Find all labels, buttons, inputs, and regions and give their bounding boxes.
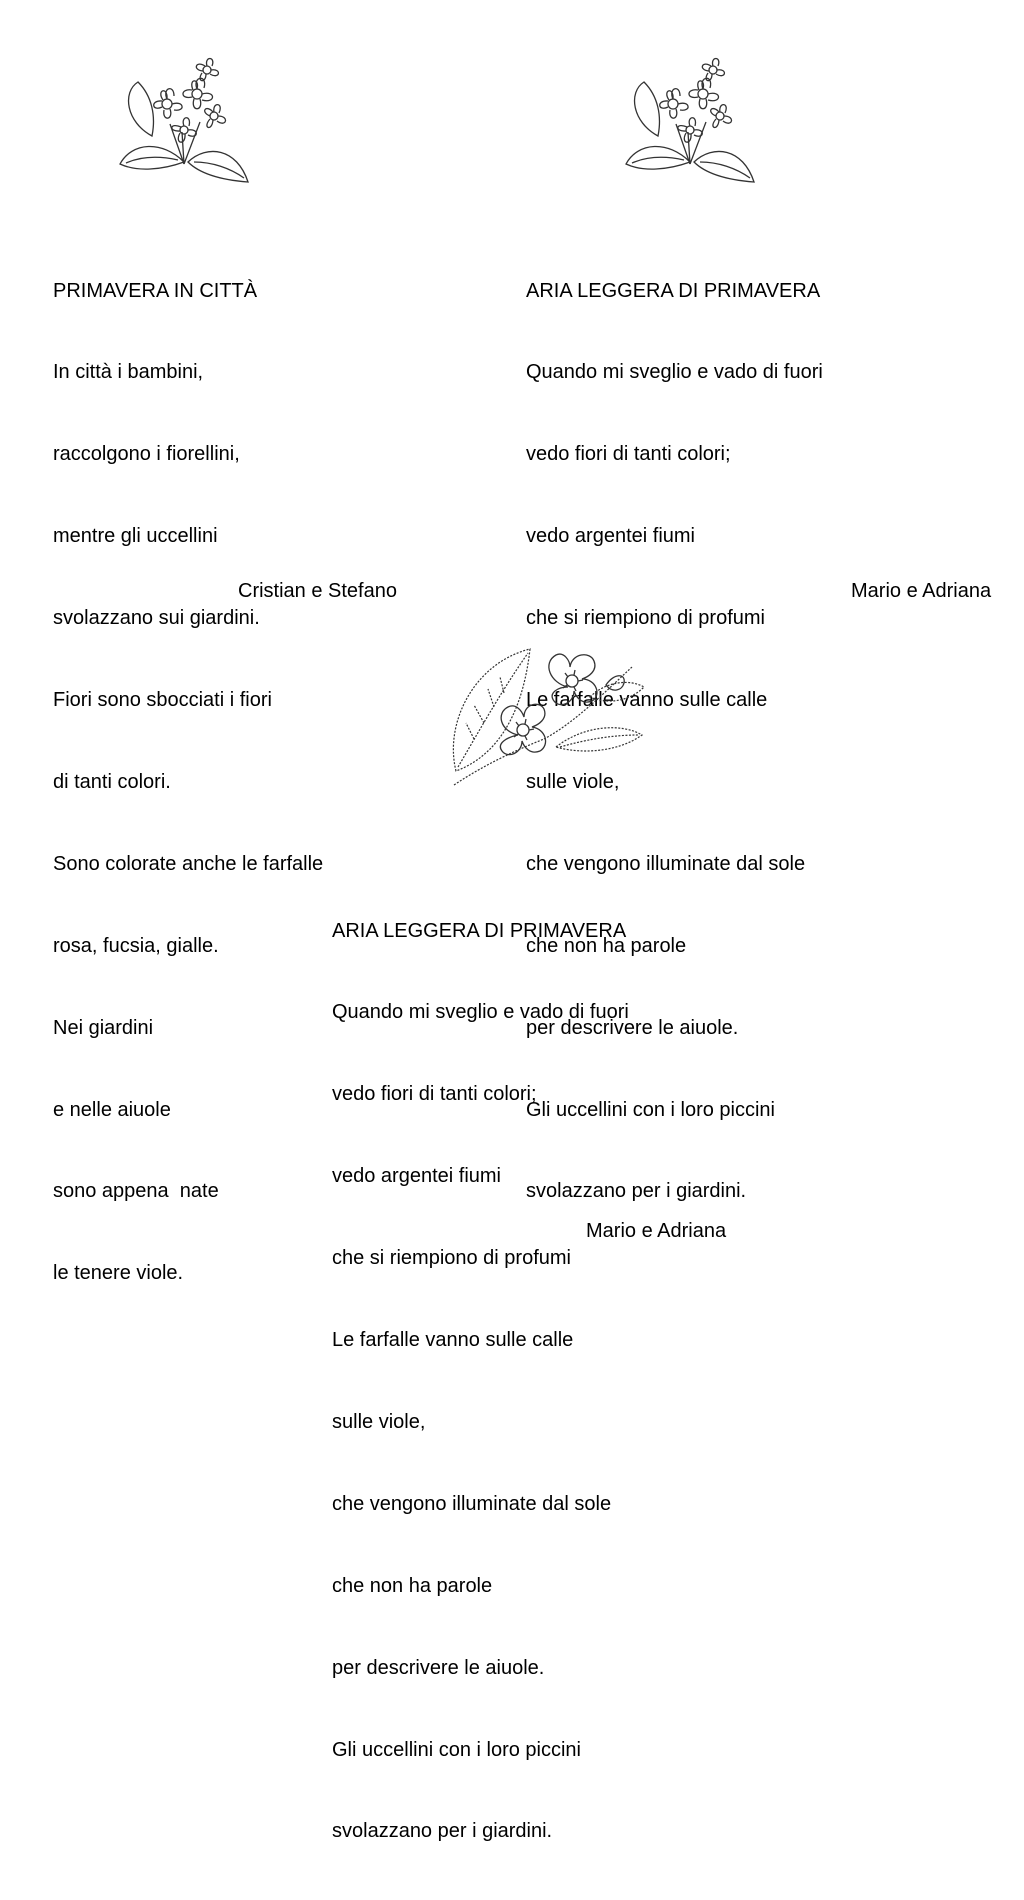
poem-line: che si riempiono di profumi: [526, 607, 765, 630]
violet-flower-icon: [618, 52, 763, 192]
poem-title: ARIA LEGGERA DI PRIMAVERA: [526, 279, 821, 302]
poem-line: che non ha parole: [332, 1574, 493, 1597]
poem-authors: Mario e Adriana: [851, 580, 992, 602]
violet-flower-illustration-right: [618, 52, 763, 192]
poem-line: che vengono illuminate dal sole: [526, 852, 806, 875]
poem-line: le tenere viole.: [53, 1262, 184, 1285]
violet-flower-illustration-left: [112, 52, 257, 192]
poem-line: che non ha parole: [526, 934, 687, 957]
poem-line: Quando mi sveglio e vado di fuori: [332, 1001, 629, 1024]
poem-line: che si riempiono di profumi: [332, 1247, 571, 1270]
poem-line: vedo fiori di tanti colori;: [526, 443, 731, 466]
poem-line: svolazzano per i giardini.: [526, 1180, 747, 1203]
poem-primavera-in-citta: [53, 223, 323, 1342]
poem-line: Quando mi sveglio e vado di fuori: [526, 361, 823, 384]
poem-line: In città i bambini,: [53, 361, 204, 384]
poem-line: e nelle aiuole: [53, 1098, 171, 1121]
poem-line: sono appena nate: [53, 1180, 219, 1203]
poem-line: vedo argentei fiumi: [526, 525, 695, 548]
poem-authors: Cristian e Stefano: [238, 580, 397, 602]
poem-line: di tanti colori.: [53, 770, 171, 793]
poem-line: Gli uccellini con i loro piccini: [332, 1738, 581, 1761]
poem-line: Fiori sono sbocciati i fiori: [53, 689, 272, 712]
poem-line: Nei giardini: [53, 1016, 154, 1039]
poem-line: sulle viole,: [526, 770, 620, 793]
poem-line: che vengono illuminate dal sole: [332, 1492, 612, 1515]
poem-line: svolazzano sui giardini.: [53, 607, 260, 630]
poem-line: svolazzano per i giardini.: [332, 1820, 553, 1843]
poem-line: Gli uccellini con i loro piccini: [526, 1098, 775, 1121]
poem-line: Le farfalle vanno sulle calle: [332, 1329, 574, 1352]
poem-line: Le farfalle vanno sulle calle: [526, 689, 768, 712]
poem-line: vedo fiori di tanti colori;: [332, 1083, 537, 1106]
poem-line: sulle viole,: [332, 1410, 426, 1433]
poem-line: vedo argentei fiumi: [332, 1165, 501, 1188]
violet-flower-icon: [112, 52, 257, 192]
poem-line: per descrivere le aiuole.: [526, 1016, 739, 1039]
poem-line: mentre gli uccellini: [53, 525, 218, 548]
poem-line: rosa, fucsia, gialle.: [53, 934, 219, 957]
poem-authors: Mario e Adriana: [586, 1220, 727, 1242]
poem-line: per descrivere le aiuole.: [332, 1656, 545, 1679]
blossom-branch-icon: [444, 643, 649, 793]
poem-line: Sono colorate anche le farfalle: [53, 852, 324, 875]
poem-line: raccolgono i fiorellini,: [53, 443, 240, 466]
poem-aria-leggera-2: [332, 863, 629, 1900]
poem-title: ARIA LEGGERA DI PRIMAVERA: [332, 919, 627, 942]
poem-title: PRIMAVERA IN CITTÀ: [53, 279, 258, 302]
blossom-branch-illustration: [444, 643, 649, 793]
